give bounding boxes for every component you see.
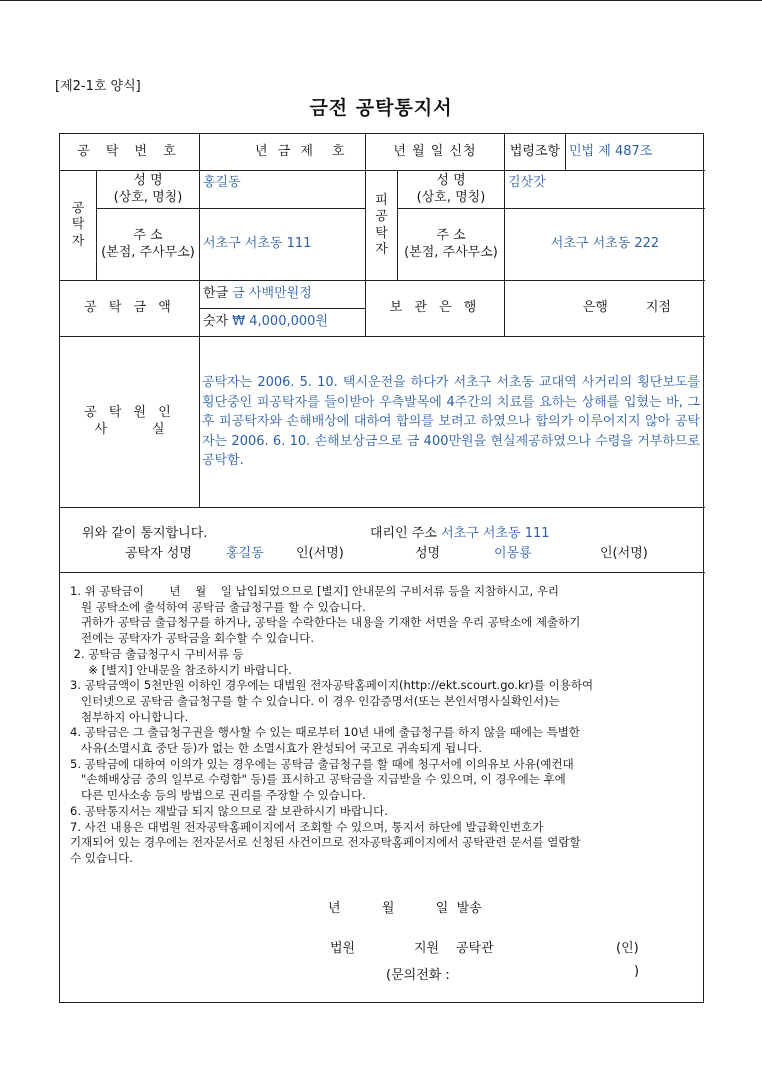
depositee-label-char: 탁 bbox=[375, 225, 388, 241]
depositor-signature-name: 홍길동 bbox=[226, 546, 264, 561]
guidance-notes bbox=[70, 584, 695, 867]
reason-label-1: 공 탁 원 인 bbox=[84, 405, 175, 421]
reason-label-2b: 실 bbox=[151, 422, 165, 437]
depositor-section-label bbox=[60, 171, 97, 281]
issue-court-word: 법원 bbox=[330, 941, 356, 956]
amount-hangul-prefix: 한글 bbox=[203, 286, 229, 302]
notice-intro: 위와 같이 통지합니다. bbox=[82, 526, 208, 541]
issue-seal: (인) bbox=[616, 941, 639, 956]
note-line: 인터넷으로 공탁금 출급청구를 할 수 있습니다. 이 경우 인감증명서(또는 본인서명사실확인서)는 bbox=[70, 693, 560, 708]
note-line: "손해배상금 중의 일부로 수령함" 등)를 표시하고 공탁금을 지급받을 수 있으며, 이 경우에는 후에 bbox=[70, 772, 566, 787]
deposit-year-label: 년 금 제 bbox=[200, 134, 330, 171]
deposit-amount-label: 공 탁 금 액 bbox=[60, 281, 200, 337]
note-line: 4. 공탁금은 그 출급청구권을 행사할 수 있는 때로부터 10년 내에 출급청구를 하지 않을 때에는 특별한 bbox=[70, 725, 581, 740]
depositee-address-label-2: (본점, 주사무소) bbox=[404, 244, 498, 260]
depositee-name-label bbox=[398, 171, 505, 209]
note-line: ※ [별지] 안내문을 참조하시기 바랍니다. bbox=[70, 662, 292, 677]
law-article-value: 민법 제 487조 bbox=[566, 134, 705, 171]
bank-word: 은행 bbox=[582, 300, 608, 316]
depositee-section-label bbox=[366, 171, 398, 281]
depositee-address-label-1: 주 소 bbox=[436, 227, 466, 243]
depositor-address-label-2: (본점, 주사무소) bbox=[101, 244, 195, 260]
note-line: 기재되어 있는 경우에는 전자문서로 신청된 사건이므로 전자공탁홈페이지에서 공탁관련 문서를 열람할 bbox=[70, 835, 581, 850]
depositee-label-char: 피 bbox=[375, 193, 388, 208]
note-line: 1. 위 공탁금이 년 월 일 납입되었으므로 [별지] 안내문의 구비서류 등을 지참하시고, 우리 bbox=[70, 584, 560, 598]
depositor-name-label-1: 성 명 bbox=[133, 172, 163, 188]
depositee-address-label bbox=[398, 209, 505, 281]
note-line: 원 공탁소에 출석하여 공탁금 출급청구를 할 수 있습니다. bbox=[70, 599, 366, 614]
depositor-name-value: 홍길동 bbox=[200, 171, 366, 209]
page-title: 금전 공탁통지서 bbox=[309, 97, 453, 119]
note-line: 5. 공탁금에 대하여 이의가 있는 경우에는 공탁금 출급청구를 할 때에 청구서에 이의유보 사유(예컨대 bbox=[70, 756, 574, 771]
depositor-address-label bbox=[97, 209, 200, 281]
depositor-name-label-2: (상호, 명칭) bbox=[113, 189, 183, 205]
issue-officer-word: 공탁관 bbox=[456, 941, 494, 956]
note-line: 사유(소멸시효 중단 등)가 없는 한 소멸시효가 완성되어 국고로 귀속되게 됩니다. bbox=[70, 741, 482, 756]
depositee-label-char: 공 bbox=[375, 209, 388, 225]
amount-number-value: ₩ 4,000,000원 bbox=[232, 314, 328, 330]
note-line: 3. 공탁금액이 5천만원 이하인 경우에는 대법원 전자공탁홈페이지(http://ekt.scourt.go.kr)를 이용하여 bbox=[70, 678, 594, 693]
depositor-label-char: 자 bbox=[71, 233, 85, 249]
depositor-address-label-1: 주 소 bbox=[133, 227, 163, 243]
issue-branch-word: 지원 bbox=[414, 941, 440, 956]
depositor-name-signature-label: 공탁자 성명 bbox=[125, 546, 192, 561]
agent-address-label: 대리인 주소 bbox=[370, 526, 437, 541]
deposit-ho-label: 호 bbox=[330, 134, 366, 171]
agent-address bbox=[370, 522, 550, 541]
amount-number-prefix: 숫자 bbox=[203, 314, 229, 330]
deposit-reason-text: 공탁자는 2006. 5. 10. 택시운전을 하다가 서초구 서초동 교대역 사거리의 횡단보도를 횡단중인 피공탁자를 들이받아 우측발목에 4주간의 치료를 요하는 상해를 입혔는 바, 그 후 피공탁자와 손해배상에 대하여 합의를 보려고 하였으나 합의가 이루어지지 않아 공탁자는 2006. 6. 10. 손해보상금으로 금 400만원을 현실제공하였으나 수령을 거부하므로 공탁함. bbox=[202, 375, 700, 468]
deposit-notice-form bbox=[59, 133, 704, 1003]
issue-date-line: 년 월 일 발송 bbox=[328, 901, 482, 916]
reason-label-2a: 사 bbox=[94, 422, 108, 437]
note-line: 7. 사건 내용은 대법원 전자공탁홈페이지에서 조회할 수 있으며, 통지서 하단에 발급확인번호가 bbox=[70, 819, 544, 834]
depositor-address-value: 서초구 서초동 111 bbox=[200, 209, 366, 281]
custody-bank-value bbox=[505, 281, 705, 337]
reason-label-2 bbox=[95, 422, 165, 439]
depositee-address-value: 서초구 서초동 222 bbox=[505, 209, 705, 281]
note-line: 6. 공탁통지서는 재발급 되지 않으므로 잘 보관하시기 바랍니다. bbox=[70, 803, 388, 818]
form-number: [제2-1호 양식] bbox=[55, 79, 141, 94]
top-border-line bbox=[0, 0, 762, 1]
issue-phone-close: ) bbox=[634, 964, 640, 979]
note-line: 귀하가 공탁금 출급청구를 하거나, 공탁을 수락한다는 내용을 기재한 서면을 우리 공탁소에 제출하기 bbox=[70, 615, 581, 630]
note-line: 첨부하지 아니합니다. bbox=[70, 709, 189, 724]
agent-address-value: 서초구 서초동 111 bbox=[441, 526, 550, 541]
depositor-label-char: 탁 bbox=[71, 217, 85, 233]
agent-name-label: 성명 bbox=[415, 546, 441, 561]
deposit-no-label: 공 탁 번 호 bbox=[60, 134, 200, 171]
depositee-name-value: 김삿갓 bbox=[505, 171, 705, 209]
amount-hangul-value: 금 사백만원정 bbox=[232, 286, 312, 302]
depositee-name-label-2: (상호, 명칭) bbox=[416, 189, 486, 205]
note-line: 2. 공탁금 출급청구시 구비서류 등 bbox=[70, 646, 244, 661]
amount-number-row bbox=[200, 309, 366, 337]
issue-phone-label: (문의전화 : bbox=[386, 968, 450, 983]
custody-bank-label: 보 관 은 행 bbox=[366, 281, 505, 337]
branch-word: 지점 bbox=[645, 300, 671, 316]
note-line: 전에는 공탁자가 공탁금을 회수할 수 있습니다. bbox=[70, 631, 314, 646]
agent-signature-name: 이몽룡 bbox=[494, 546, 532, 561]
note-line: 다른 민사소송 등의 방법으로 권리를 주장할 수 있습니다. bbox=[70, 788, 366, 803]
notice-divider bbox=[60, 572, 705, 573]
law-article-label: 법령조항 bbox=[505, 134, 566, 171]
deposit-reason-label bbox=[60, 337, 200, 508]
depositor-label-char: 공 bbox=[71, 201, 85, 217]
depositee-label-char: 자 bbox=[375, 241, 388, 257]
note-line: 수 있습니다. bbox=[70, 850, 133, 865]
depositee-name-label-1: 성 명 bbox=[436, 172, 466, 188]
amount-hangul-row bbox=[200, 281, 366, 309]
depositor-seal: 인(서명) bbox=[296, 546, 344, 561]
application-date-label: 년 월 일 신청 bbox=[366, 134, 505, 171]
agent-seal: 인(서명) bbox=[600, 546, 648, 561]
depositor-name-label bbox=[97, 171, 200, 209]
